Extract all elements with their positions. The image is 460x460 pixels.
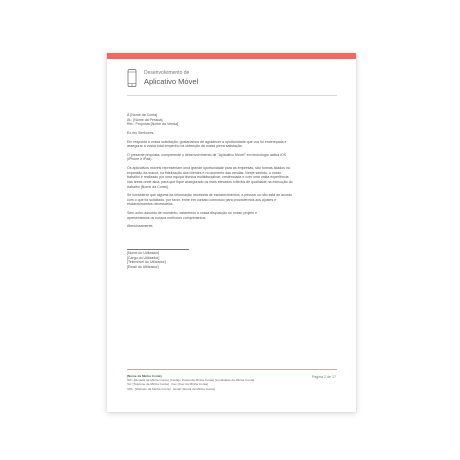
salutation: Ex.mo Senhores, bbox=[127, 130, 155, 135]
address-line: At.: [Nome da Pessoa] bbox=[127, 117, 163, 122]
paragraph-2: O presente proposta, compreende o desenvolvimento de "Aplicativo Móvel" em tecnologia nativa iOS (iPhone e iPad). bbox=[127, 152, 287, 162]
footer-company: [Nome da Minha Conta] bbox=[127, 374, 162, 378]
signature-phone: [Telemóvel do Utilizador] bbox=[127, 260, 166, 265]
letter-body bbox=[127, 113, 339, 270]
paragraph-1: Em resposta à vossa solicitação, gostaríamos de agradecer a oportunidade que vos foi endereçada e assegurar a vossa total empenho na obtenção da vossa plena satisfação. bbox=[127, 139, 287, 149]
footer-line: NIF: [Morada da Minha Conta], [Código Postal da Minha Conta] [Localidade da Minha Conta] bbox=[127, 378, 255, 383]
signature-email: [Email do Utilizador] bbox=[127, 265, 159, 269]
signature-line bbox=[127, 249, 189, 250]
paragraph-4: Se considerar que alguma da informação necessita de esclarecimentos, a pessoa ou não está de acordo com o que foi solicitado, por favor, entre em contato connosco para procedermos aos ajustes e esclarecimentos necessários. bbox=[127, 193, 293, 207]
brand-title: Aplicativo Móvel bbox=[144, 77, 199, 86]
document-page bbox=[107, 53, 356, 412]
mobile-phone-icon bbox=[127, 69, 137, 87]
paragraph-3: Os aplicativos móveis representam uma grande oportunidade para as empresas, são formas aliados na expansão da marca, na fidelização dos clientes e no aumento das vendas. Neste sentido, o nosso trabalho é realizado por uma equipa técnica multidisciplinar, credenciada e com uma vasta experiência nas áreas onde atua, para que fique assegurado os mais elevados critérios de qualidade na execução do trabalho [Nome da Conta]. bbox=[127, 166, 293, 189]
page-number: Página 2 de 17 bbox=[311, 375, 336, 379]
accent-band bbox=[107, 53, 356, 59]
footer-line: Tel: [Telefone da Minha Conta] · Fax: [Fax da Minha Conta] bbox=[127, 382, 208, 387]
address-block bbox=[127, 113, 339, 127]
signature-name: [Nome do Utilizador] bbox=[127, 251, 160, 256]
closing: Atenciosamente, bbox=[127, 224, 154, 229]
paragraph-5: Sem outro assunto de momento, estaremos à vossa disposição no nosso projeto e apresentamos os nossos melhores cumprimentos. bbox=[127, 211, 258, 220]
brand-header bbox=[127, 69, 247, 89]
footer-info bbox=[127, 374, 337, 391]
footer-divider bbox=[127, 369, 337, 370]
header-divider bbox=[127, 95, 337, 96]
footer-line: URL: [Website da Minha Conta] · Email: [Email da Minha Conta] bbox=[127, 386, 215, 391]
signature-block bbox=[127, 251, 339, 269]
signature-role: [Cargo do Utilizador] bbox=[127, 255, 160, 260]
address-line: Ref.: Proposta [Nome da Venda] bbox=[127, 122, 179, 127]
brand-subtitle: Desenvolvimento de bbox=[144, 70, 190, 76]
address-line: À [Nome da Conta] bbox=[127, 113, 158, 117]
